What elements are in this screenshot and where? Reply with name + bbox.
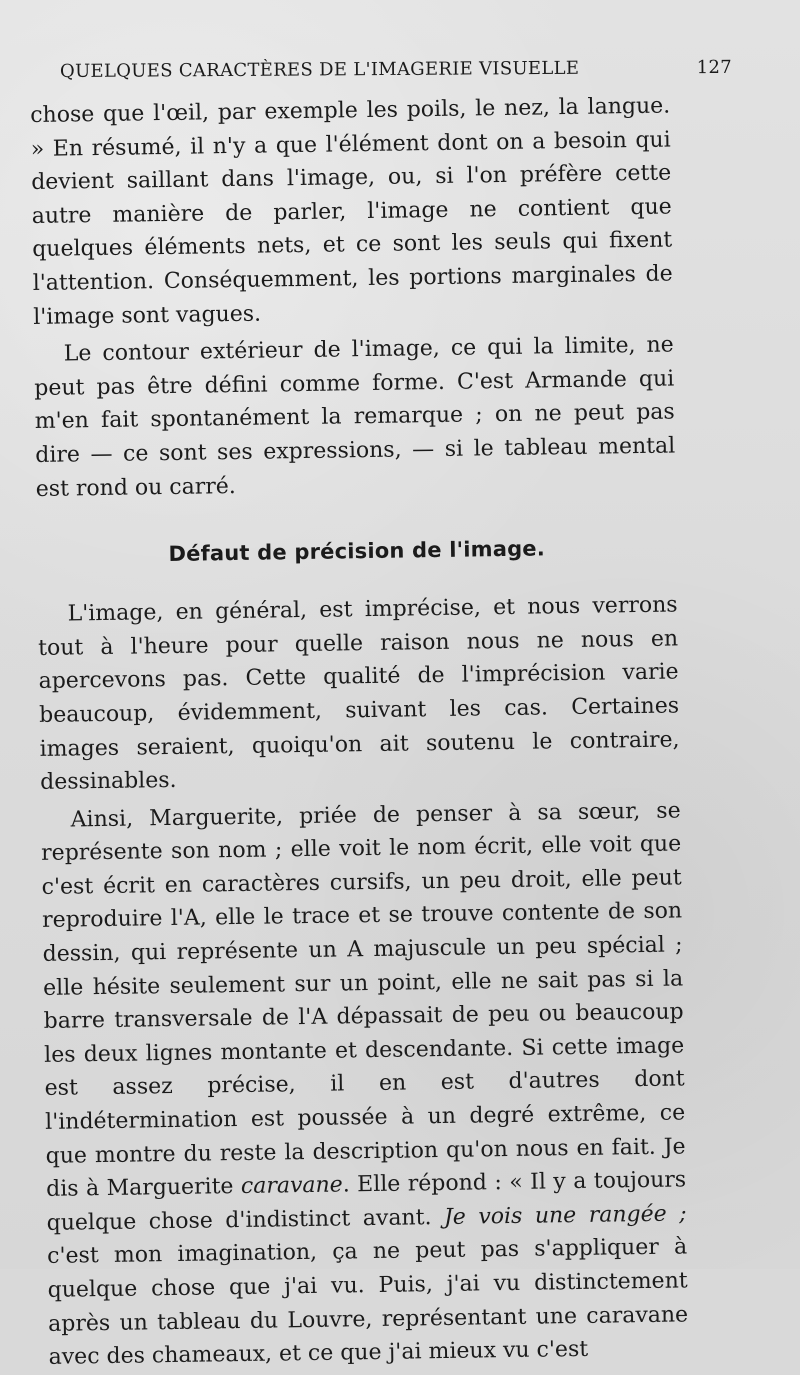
paragraph-text-after: c'est mon imagination, ça ne peut pas s'appliquer à quelque chose que j'ai vu. Puis, j'ai vu distinctement après un tableau du Louvre, représentant une caravane avec des chameaux, et ce que j'ai mieux vu c'est	[46, 1234, 689, 1371]
running-title: QUELQUES CARACTÈRES DE L'IMAGERIE VISUELLE	[59, 57, 580, 82]
section-heading: Défaut de précision de l'image.	[168, 536, 546, 567]
paragraph-text-before: Ainsi, Marguerite, priée de penser à sa sœur, se représente son nom ; elle voit le nom écrit, elle voit que c'est écrit en caractères cursifs, un peu droit, elle peut reproduire l'A, elle le trace et se trouve contente de son dessin, qui représente un A majuscule un peu spécial ; elle hésite seulement sur un point, elle ne sait pas si la barre transversale de l'A dépassait de peu ou beaucoup les deux lignes montante et descendante. Si cette image est assez précise, il en est d'autres dont l'indétermination est poussée à un degré extrême, ce que montre du reste la description qu'on nous en fait. Je dis à Marguerite	[41, 798, 686, 1203]
continued-paragraph: chose que l'œil, par exemple les poils, le nez, la langue. » En résumé, il n'y a que l'élément dont on a besoin qui devient saillant dans l'image, ou, si l'on préfère cette autre manière de parler, l'image ne contient que quelques éléments nets, et ce sont les seuls qui fixent l'attention. Conséquemment, les portions marginales de l'image sont vagues.	[30, 93, 673, 330]
page-number: 127	[696, 56, 733, 79]
paragraph-imprecision: L'image, en général, est imprécise, et nous verrons tout à l'heure pour quelle raison nous ne nous en apercevons pas. Cette qualité de l'imprécision varie beaucoup, évidemment, suivant les cas. Certaines images seraient, quoiqu'on ait soutenu le contraire, dessinables.	[37, 592, 680, 796]
paragraph-marguerite	[40, 794, 688, 1375]
italic-word-caravane: caravane	[240, 1172, 343, 1200]
italic-phrase: Je vois une rangée ;	[443, 1201, 687, 1230]
paragraph-contour: Le contour extérieur de l'image, ce qui la limite, ne peut pas être défini comme forme. C'est Armande qui m'en fait spontanément la remarque ; on ne peut pas dire — ce sont ses expressions, — si le tableau mental est rond ou carré.	[34, 332, 676, 502]
page-content	[30, 90, 689, 1375]
running-header	[59, 56, 733, 89]
paragraph-text-middle: . Elle répond : « Il y a toujours quelque chose d'indistinct avant.	[46, 1167, 687, 1236]
